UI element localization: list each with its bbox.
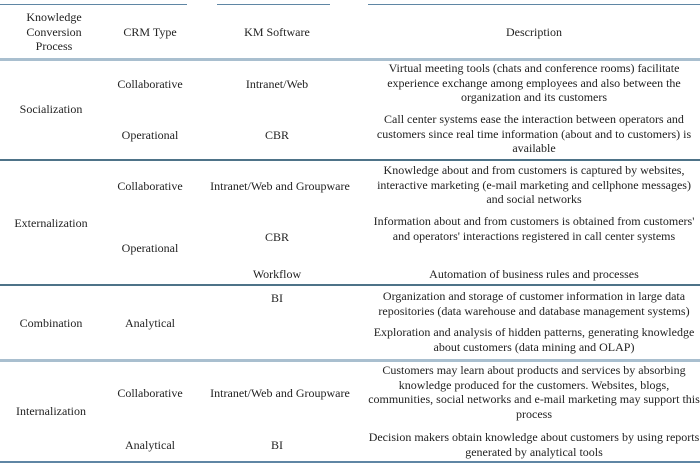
crm-type-cell: Collaborative [117,385,183,400]
process-cell: Socialization [19,102,83,117]
top-rule [368,4,700,5]
description-cell: Information about and from customers is obtained from customers' and operators' interactions registered in call center systems [373,214,695,243]
crm-type-cell: Operational [121,240,179,255]
crm-type-cell: Analytical [125,315,175,330]
km-software-cell: Intranet/Web and Groupware [210,385,350,400]
km-software-cell: BI [271,437,283,452]
description-cell: Organization and storage of customer information in large data repositories (data warehouse and database management systems) [378,289,690,318]
description-cell: Virtual meeting tools (chats and conference rooms) facilitate experience exchange among employees and also between the organization and its customers [387,61,681,105]
header-crm-type: CRM Type [123,24,177,39]
process-cell: Externalization [14,215,88,230]
crm-type-cell: Analytical [125,437,175,452]
header-km-software: KM Software [244,24,310,39]
group-rule [0,159,700,161]
header-description: Description [506,24,562,39]
km-software-cell: BI [271,290,283,305]
description-cell: Knowledge about and from customers is captured by websites, interactive marketing (e-mail marketing and cellphone messages) and social networks [377,163,691,207]
km-software-cell: Intranet/Web and Groupware [210,178,350,193]
description-cell: Exploration and analysis of hidden patterns, generating knowledge about customers (data mining and OLAP) [373,325,695,354]
top-rule [0,4,187,5]
description-cell: Automation of business rules and processes [429,267,639,281]
description-cell: Call center systems ease the interaction between operators and customers since real time information (about and to customers) is available [376,112,692,156]
crm-type-cell: Collaborative [117,178,183,193]
header-process: Knowledge Conversion Process [26,10,82,54]
km-software-cell: Intranet/Web [245,76,309,91]
km-software-cell: CBR [264,229,289,244]
description-cell: Decision makers obtain knowledge about customers by using reports generated by analytical tools [368,430,700,459]
group-rule [0,284,700,286]
description-cell: Customers may learn about products and services by absorbing knowledge produced for the customers. Websites, blogs, communities, social networks and e-mail marketing may support this process [368,363,700,421]
crm-type-cell: Operational [121,127,179,142]
group-rule [0,359,700,362]
crm-type-cell: Collaborative [117,76,183,91]
km-software-cell: Workflow [252,266,302,281]
km-software-cell: CBR [264,127,289,142]
top-rule [217,4,330,5]
process-cell: Combination [19,315,83,330]
process-cell: Internalization [16,404,86,419]
